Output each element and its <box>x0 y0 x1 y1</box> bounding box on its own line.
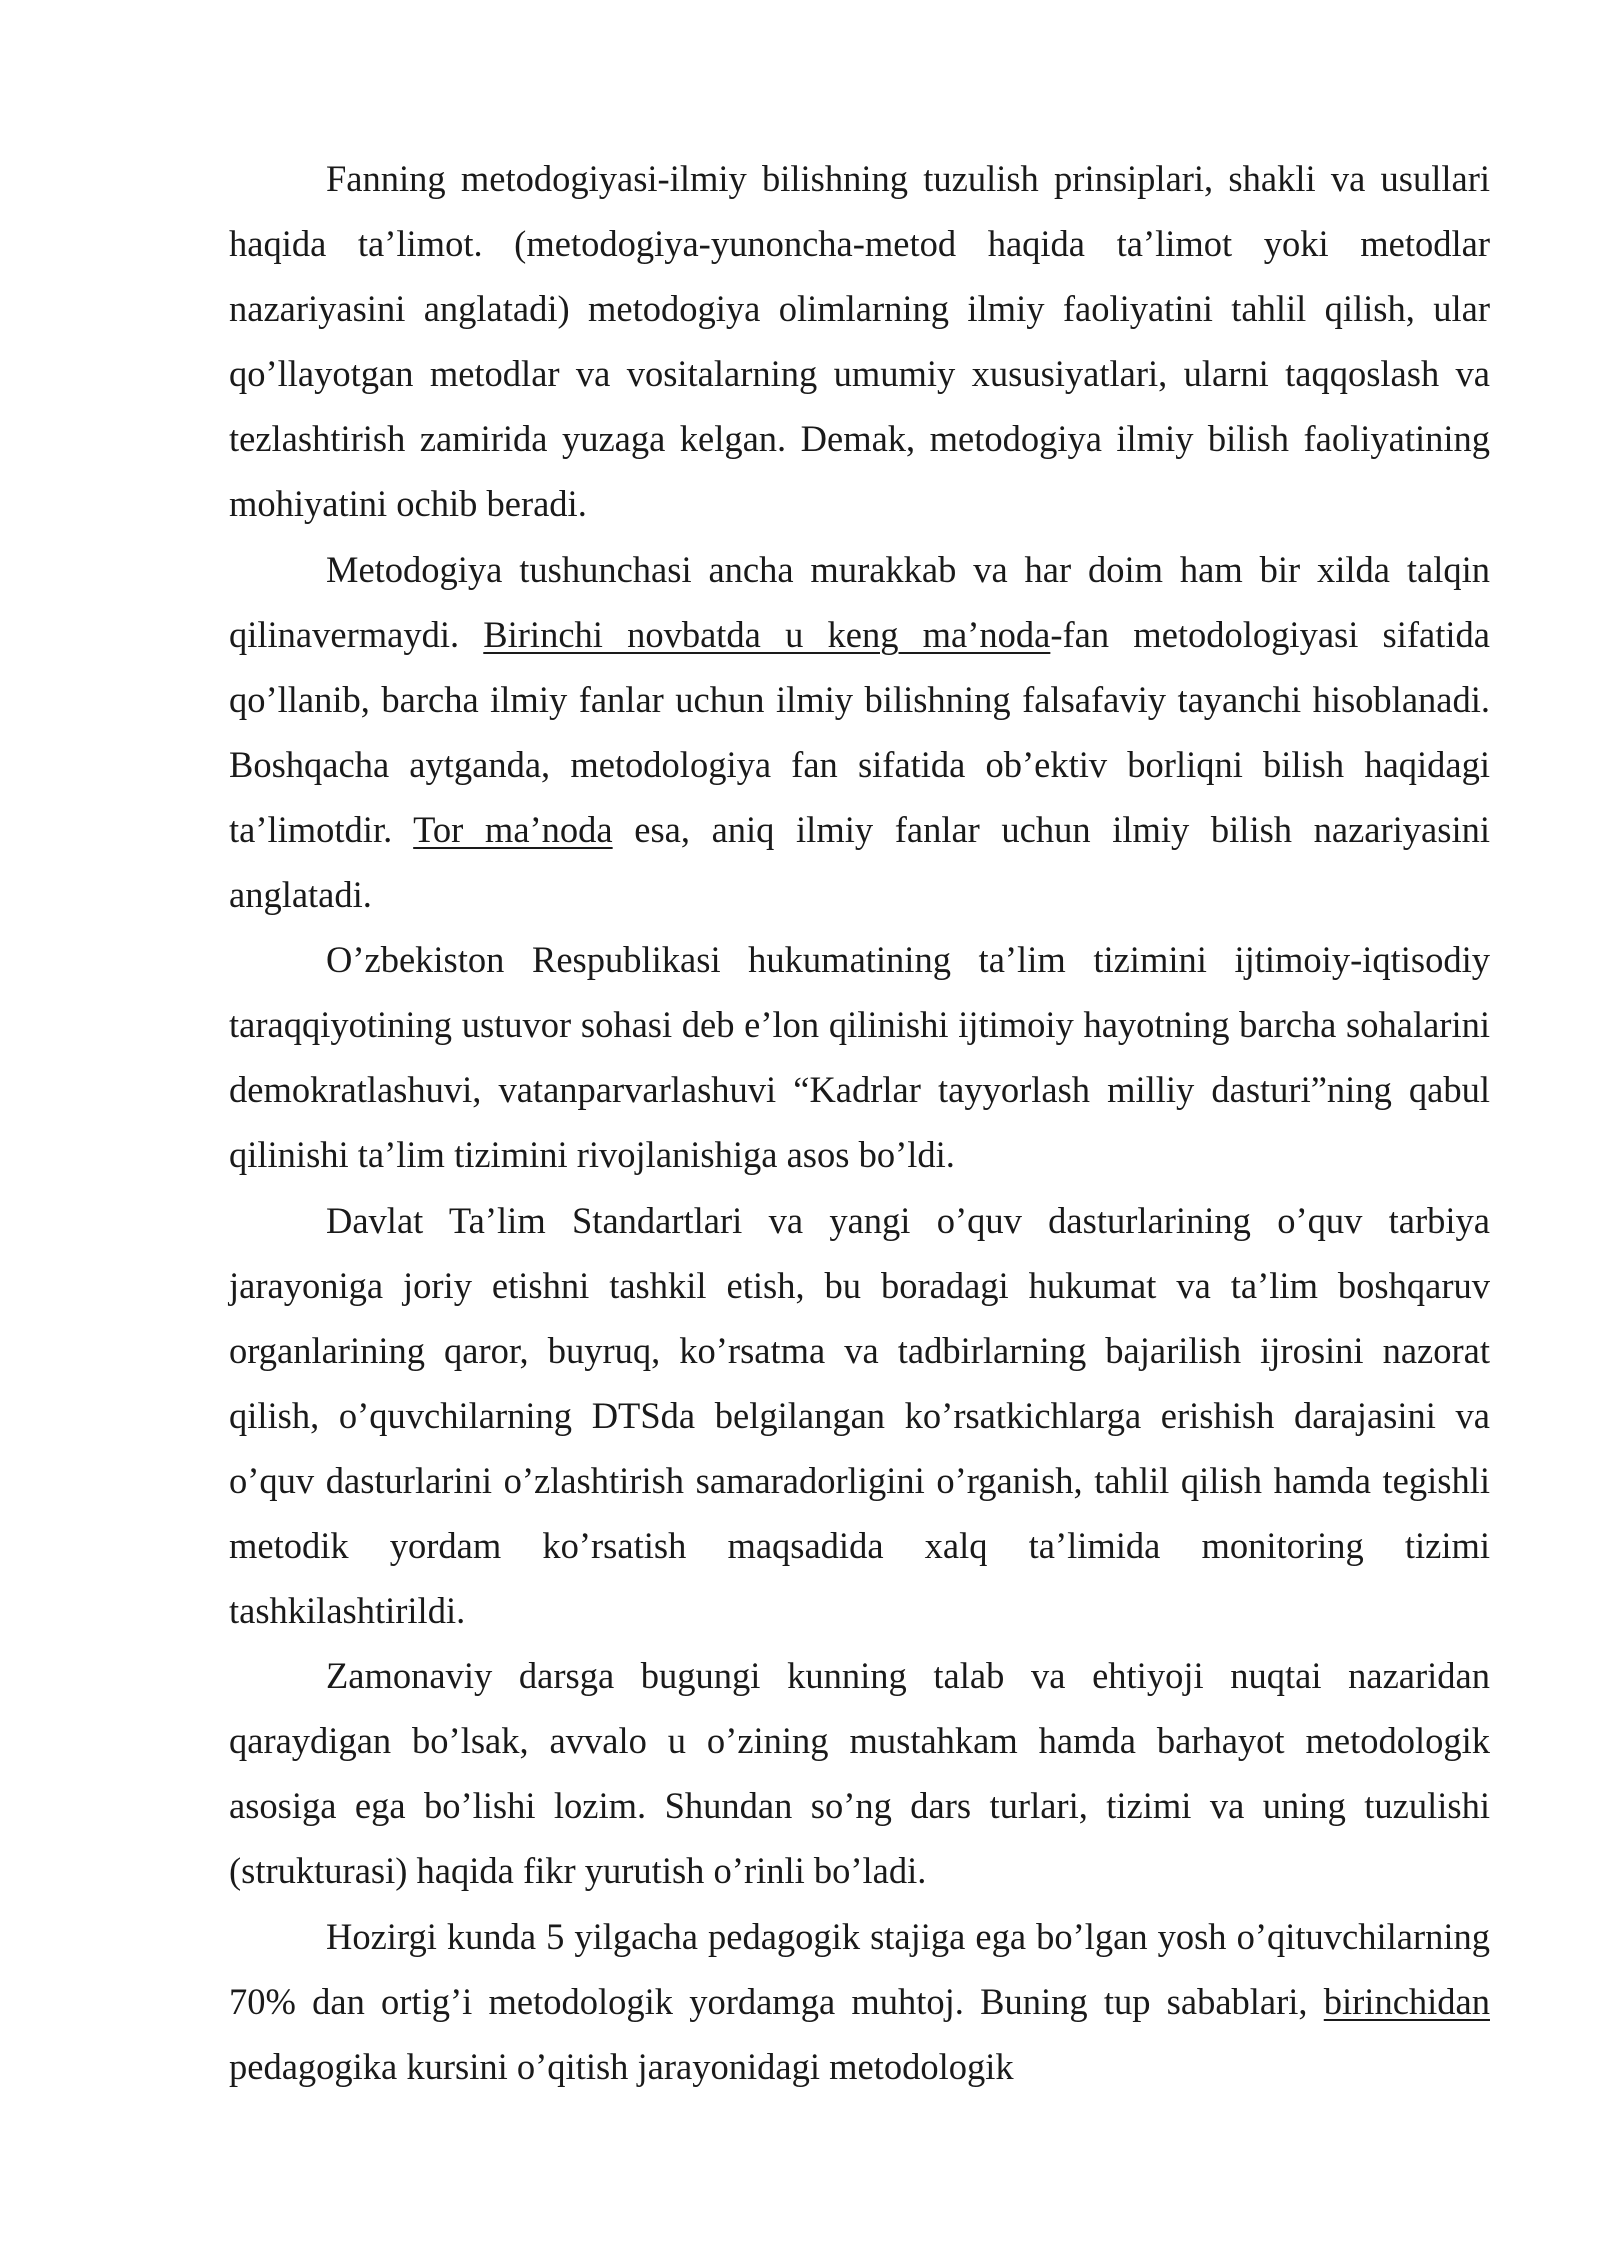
paragraph-1 <box>229 146 1490 537</box>
paragraph-2-text-a: Metodogiya tushunchasi ancha murakkab va har doim ham bir xilda talqin qilinavermaydi. <box>229 548 1490 655</box>
paragraph-6-text-b: pedagogika kursini o’qitish jarayonidagi metodologik <box>229 2045 1014 2087</box>
paragraph-2-text-c: esa, aniq ilmiy fanlar uchun ilmiy bilish nazariyasini anglatadi. <box>229 808 1490 916</box>
underlined-phrase-tor-manoda: Tor ma’noda <box>413 808 613 850</box>
paragraph-4 <box>229 1188 1490 1644</box>
paragraph-3-text: O’zbekiston Respublikasi hukumatining ta’lim tizimini ijtimoiy-iqtisodiy taraqqiyotining ustuvor sohasi deb e’lon qilinishi ijtimoiy hayotning barcha sohalarini demokratlashuvi, vatanparvarlashuvi “Kadrlar tayyorlash milliy dasturi”ning qabul qilinishi ta’lim tizimini rivojlanishiga asos bo’ldi. <box>229 939 1490 1176</box>
document-body <box>229 146 1490 2099</box>
paragraph-5 <box>229 1643 1490 1903</box>
paragraph-6-text-a: Hozirgi kunda 5 yilgacha pedagogik stajiga ega bo’lgan yosh o’qituvchilarning 70% dan ortig’i metodologik yordamga muhtoj. Buning tup sabablari, <box>229 1915 1490 2022</box>
underlined-word-birinchidan: birinchidan <box>1323 1980 1490 2022</box>
paragraph-3 <box>229 927 1490 1187</box>
paragraph-6 <box>229 1904 1490 2099</box>
paragraph-2-text-b: -fan metodologiyasi sifatida qo’llanib, barcha ilmiy fanlar uchun ilmiy bilishning falsafaviy tayanchi hisoblanadi. Boshqacha aytganda, metodologiya fan sifatida ob’ektiv borliqni bilish haqidagi ta’limotdir. <box>229 613 1490 850</box>
paragraph-1-text: Fanning metodogiyasi-ilmiy bilishning tuzulish prinsiplari, shakli va usullari haqida ta’limot. (metodogiya-yunoncha-metod haqida ta’limot yoki metodlar nazariyasini anglatadi) metodogiya olimlarning ilmiy faoliyatini tahlil qilish, ular qo’llayotgan metodlar va vositalarning umumiy xususiyatlari, ularni taqqoslash va tezlashtirish zamirida yuzaga kelgan. Demak, metodogiya ilmiy bilish faoliyatining mohiyatini ochib beradi. <box>229 158 1490 525</box>
paragraph-5-text: Zamonaviy darsga bugungi kunning talab va ehtiyoji nuqtai nazaridan qaraydigan bo’lsak, avvalo u o’zining mustahkam hamda barhayot metodologik asosiga ega bo’lishi lozim. Shundan so’ng dars turlari, tizimi va uning tuzulishi (strukturasi) haqida fikr yurutish o’rinli bo’ladi. <box>229 1655 1490 1892</box>
paragraph-2 <box>229 537 1490 928</box>
paragraph-4-text: Davlat Ta’lim Standartlari va yangi o’quv dasturlarining o’quv tarbiya jarayoniga joriy etishni tashkil etish, bu boradagi hukumat va ta’lim boshqaruv organlarining qaror, buyruq, ko’rsatma va tadbirlarning bajarilish ijrosini nazorat qilish, o’quvchilarning DTSda belgilangan ko’rsatkichlarga erishish darajasini va o’quv dasturlarini o’zlashtirish samaradorligini o’rganish, tahlil qilish hamda tegishli metodik yordam ko’rsatish maqsadida xalq ta’limida monitoring tizimi tashkilashtirildi. <box>229 1199 1490 1632</box>
underlined-phrase-keng-manoda: Birinchi novbatda u keng ma’noda <box>483 613 1051 655</box>
